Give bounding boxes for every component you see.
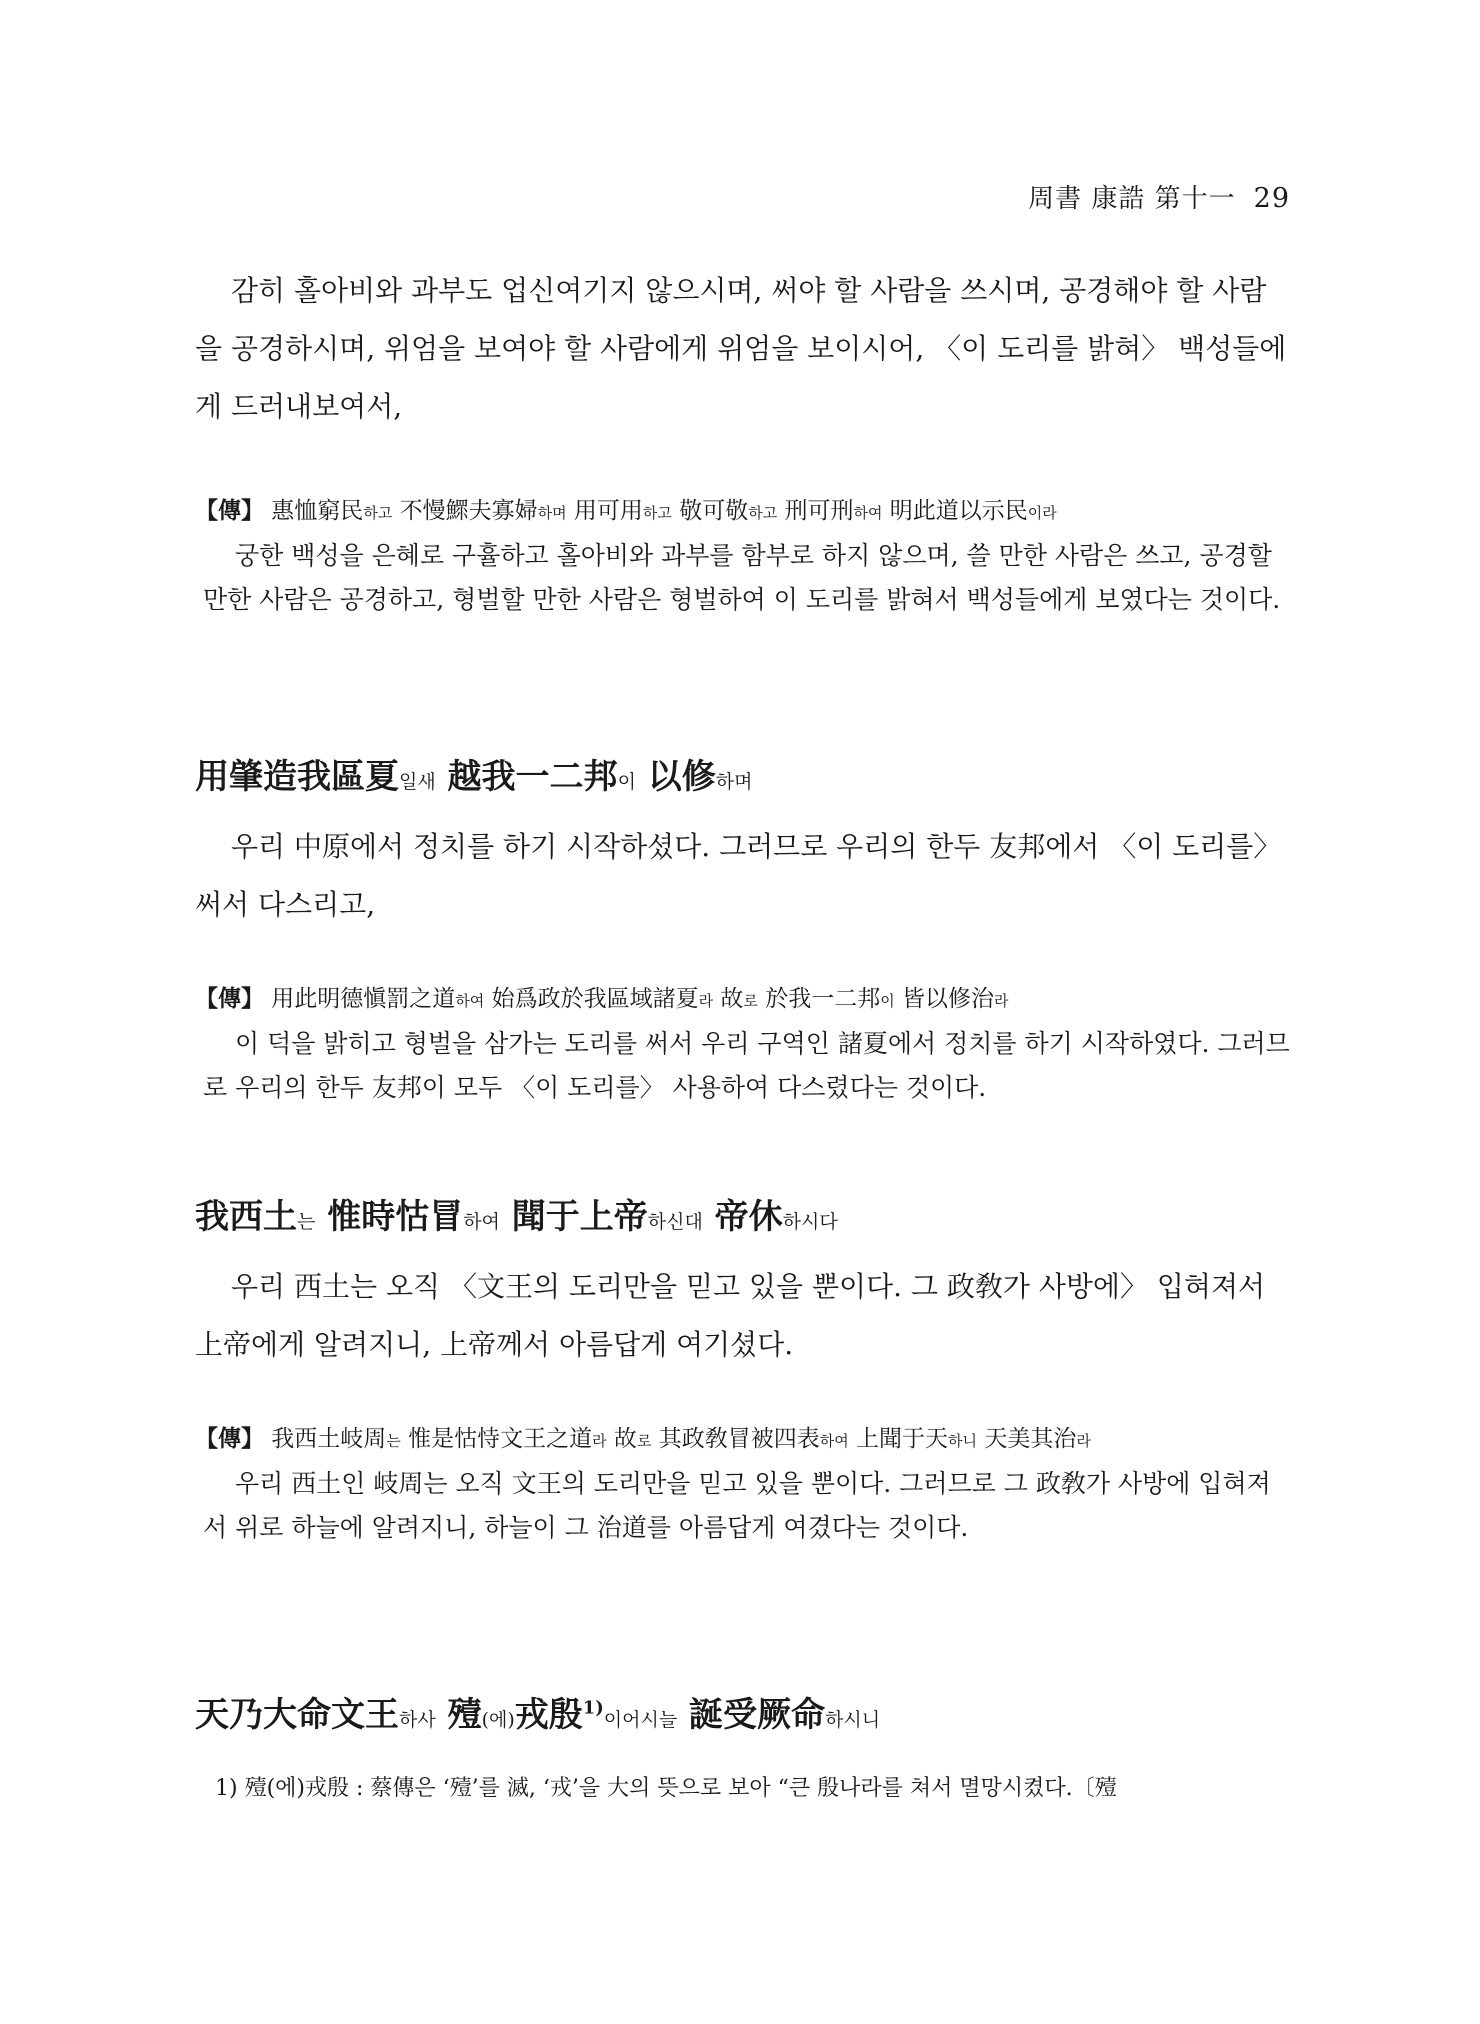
korean-particle: 로 [743,992,758,1010]
commentary-mark: 【傳】 [195,497,264,524]
korean-particle: 라 [592,1432,607,1450]
classical-phrase: 敬可敬 [671,498,749,524]
classical-phrase: 上聞于天 [848,1426,949,1452]
korean-particle: 하사 [399,1709,436,1731]
korean-particle: 하여 [463,1211,500,1233]
commentary-block [195,1418,1290,1550]
classical-phrase: 惠恤窮民 [264,498,364,524]
header-title: 周書 康誥 第十一 [1028,184,1236,214]
classical-phrase: 明此道以示民 [882,498,1028,524]
commentary-translation: 궁한 백성을 은혜로 구휼하고 홀아비와 과부를 함부로 하지 않으며, 쓸 만한 사람은 쓰고, 공경할 만한 사람은 공경하고, 형벌할 만한 사람은 형벌하여 이 도리를 밝혀서 백성들에게 보였다는 것이다. [203,541,1281,614]
classical-phrase: 惟時怙冒 [315,1197,464,1237]
korean-particle: 는 [386,1432,401,1450]
korean-particle: 는 [297,1211,316,1233]
korean-translation: 감히 홀아비와 과부도 업신여기지 않으시며, 써야 할 사람을 쓰시며, 공경해야 할 사람을 공경하시며, 위엄을 보여야 할 사람에게 위엄을 보이시어, 〈이 도리를 밝혀〉 백성들에게 드러내보여서, [195,274,1287,423]
korean-particle: 라 [698,992,714,1010]
translation-paragraph [195,262,1290,436]
classical-phrase: 天美其治 [977,1426,1077,1452]
korean-particle: 하여 [853,504,883,522]
classical-phrase: 於我一二邦 [757,986,881,1012]
korean-particle: 하니 [948,1432,978,1450]
commentary-translation: 이 덕을 밝히고 형벌을 삼가는 도리를 써서 우리 구역인 諸夏에서 정치를 하기 시작하였다. 그러므로 우리의 한두 友邦이 모두 〈이 도리를〉 사용하여 다스렸다는 것이다. [203,1029,1290,1102]
classical-phrase: 我西土岐周 [264,1426,387,1452]
running-header [1028,178,1290,215]
classical-phrase: 越我一二邦 [435,757,618,797]
classical-phrase: 以修 [635,757,716,797]
classical-phrase: 天乃大命文王 [195,1695,399,1735]
korean-particle: 이라 [1027,504,1057,522]
classical-line [195,1690,1290,1745]
classical-phrase: 皆以修治 [894,986,995,1012]
korean-particle: 라 [994,992,1009,1010]
classical-phrase: 戎殷 [514,1695,583,1735]
footnote-text: 1) 殪(에)戎殷 : 蔡傳은 ‘殪’를 滅, ‘戎’을 大의 뜻으로 보아 “큰 殷나라를 쳐서 멸망시켰다.〔殪 [215,1776,1117,1801]
classical-phrase: 用肇造我區夏 [195,757,399,797]
commentary-classical [195,490,1290,534]
korean-particle: 하여 [819,1432,849,1450]
classical-line [195,1192,1290,1247]
korean-particle: 이 [617,771,636,793]
footnote-marker: 1) [582,1697,604,1719]
korean-particle: 하신대 [647,1211,703,1233]
korean-translation: 우리 中原에서 정치를 하기 시작하셨다. 그러므로 우리의 한두 友邦에서 〈이 도리를〉 써서 다스리고, [195,830,1282,921]
classical-phrase: 誕受厥命 [677,1695,826,1735]
classical-phrase: 帝休 [702,1197,783,1237]
classical-phrase: 故 [713,986,744,1012]
classical-phrase: 殪 [435,1695,482,1735]
classical-phrase: 我西土 [195,1197,297,1237]
classical-phrase: 刑可刑 [777,498,854,524]
translation-paragraph [195,818,1290,934]
page-number: 29 [1253,183,1290,214]
classical-phrase: 用此明德愼罰之道 [264,986,456,1012]
commentary-block [195,490,1290,622]
korean-particle: 이어시늘 [603,1709,678,1731]
classical-text [195,752,1290,807]
korean-translation: 우리 西土는 오직 〈文王의 도리만을 믿고 있을 뿐이다. 그 政敎가 사방에〉 입혀져서 上帝에게 알려지니, 上帝께서 아름답게 여기셨다. [195,1270,1266,1361]
classical-phrase: 聞于上帝 [499,1197,648,1237]
classical-phrase: 故 [606,1426,637,1452]
korean-particle: 하며 [715,771,753,793]
classical-phrase: 惟是怙恃文王之道 [400,1426,593,1452]
korean-particle: 하고 [642,504,672,522]
footnote [215,1770,1310,1808]
classical-phrase: 其政敎冒被四表 [651,1426,820,1452]
korean-particle: 하고 [748,504,778,522]
classical-line [195,752,1290,807]
korean-particle: 하고 [363,504,393,522]
classical-phrase: 不慢鰥夫寡婦 [392,498,538,524]
korean-particle: 로 [636,1432,652,1450]
commentary-translation: 우리 西土인 岐周는 오직 文王의 도리만을 믿고 있을 뿐이다. 그러므로 그 政敎가 사방에 입혀져서 위로 하늘에 알려지니, 하늘이 그 治道를 아름답게 여겼다는 것이다. [203,1469,1271,1542]
commentary-classical [195,1418,1290,1462]
korean-particle: 라 [1076,1432,1091,1450]
classical-text [195,1192,1290,1247]
commentary-block [195,978,1290,1110]
commentary-mark: 【傳】 [195,985,264,1012]
korean-particle: 하시니 [825,1709,881,1731]
commentary-classical [195,978,1290,1022]
korean-particle: 하여 [455,992,485,1010]
commentary-mark: 【傳】 [195,1425,264,1452]
classical-text [195,1690,1290,1745]
korean-particle: 일새 [399,771,436,793]
korean-particle: (에) [481,1709,515,1731]
korean-particle: 이 [880,992,895,1010]
classical-phrase: 用可用 [566,498,643,524]
translation-paragraph [195,1258,1290,1374]
classical-phrase: 始爲政於我區域諸夏 [484,986,699,1012]
korean-particle: 하시다 [782,1211,838,1233]
korean-particle: 하며 [537,504,567,522]
